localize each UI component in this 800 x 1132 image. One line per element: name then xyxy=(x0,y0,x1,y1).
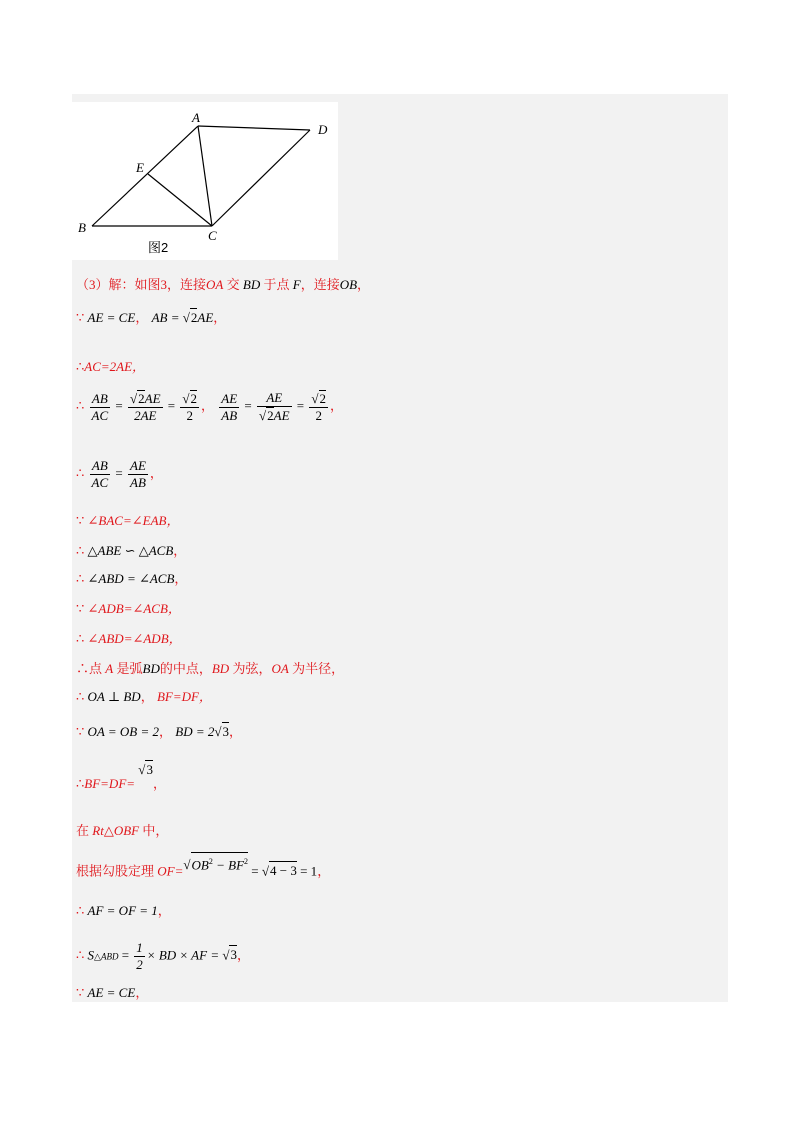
l7-text: ∠ABD = ∠ACB xyxy=(87,571,175,586)
label-a: A xyxy=(192,110,200,125)
therefore-symbol: ∴ xyxy=(76,543,85,558)
l15-sqrt: 4 − 3 xyxy=(270,863,297,879)
solution-line-10 xyxy=(76,630,182,648)
therefore-symbol: ∴ xyxy=(76,903,85,918)
segment-ba xyxy=(92,126,198,226)
therefore-symbol: ∴ xyxy=(76,631,85,646)
l11-a: OA ⊥ BD xyxy=(87,689,141,704)
label-b: B xyxy=(78,220,86,235)
l1-end: ， xyxy=(357,277,371,292)
l12-a: OA = OB = 2 xyxy=(87,724,159,739)
therefore-symbol: ∴ xyxy=(76,776,85,791)
therefore-symbol: ∴ xyxy=(76,689,85,704)
l2-sqrt2: 2 xyxy=(190,310,198,325)
l1-lianjie: ，连接 xyxy=(300,277,340,292)
l14-rt-obf: Rt△OBF xyxy=(92,823,140,838)
solution-line-5: ∴ $\frac{AB}{AC}$ = $\frac{AE}{AB}$ ， xyxy=(76,458,163,490)
geometry-figure xyxy=(72,102,338,260)
therefore-symbol: ∴ xyxy=(76,571,85,586)
l3-text: AC=2AE， xyxy=(84,359,146,374)
l2-ae-ce: AE = CE xyxy=(87,310,136,325)
solution-line-4: ∴ $\frac{AB}{AC}$ = $\frac{√2AE}{2AE}$ = $\frac{√2}{2}$ ， $\frac{AE}{AB}$ = $\frac{AE}{√2AE}$ = $\frac{√2}{2}$ ， xyxy=(76,390,344,423)
solution-line-6 xyxy=(76,512,179,530)
solution-line-2: ∵ AE = CE， AB = √2AE， xyxy=(76,310,227,325)
l12-sqrt3: 3 xyxy=(222,724,230,739)
because-symbol: ∵ xyxy=(76,724,85,739)
because-symbol: ∵ xyxy=(76,513,85,528)
label-d: D xyxy=(318,122,328,137)
because-symbol: ∵ xyxy=(76,601,85,616)
l6-text: △ABE ∽ △ACB xyxy=(87,543,174,558)
segment-ec xyxy=(148,174,212,226)
figure-caption: 图2 xyxy=(148,240,169,255)
solution-line-17: ∴ AF = OF = 1， xyxy=(76,903,171,918)
therefore-symbol: ∴ xyxy=(76,465,85,481)
l8-text: ∠ADB=∠ACB， xyxy=(87,601,181,616)
frac-ae-r2ae: $\frac{AE}{√2AE}$ xyxy=(259,390,290,423)
l12-b: BD = 2 xyxy=(175,724,215,739)
segment-dc xyxy=(212,130,310,226)
solution-line-8: ∴ ∠ABD = ∠ACB， xyxy=(76,571,188,586)
solution-line-15: 在 Rt△OBF 中， xyxy=(76,823,169,838)
frac-ab-ac: $\frac{AB}{AC}$ xyxy=(91,390,109,423)
frac-ae-ab: $\frac{AE}{AB}$ xyxy=(221,390,238,423)
because-symbol: ∵ xyxy=(76,985,85,1000)
l13-a: BF=DF= xyxy=(84,776,136,791)
solution-line-9 xyxy=(76,600,181,618)
l1-bd: BD xyxy=(242,277,261,292)
l1-f: F xyxy=(292,277,301,292)
l2-ae: AE xyxy=(197,310,214,325)
segment-ac xyxy=(198,126,212,226)
solution-line-13: ∵ OA = OB = 2， BD = 2√3， xyxy=(76,724,243,739)
solution-line-16: 根据勾股定理 $OF=√OB^2 - BF^2 = √4 - 3 = 1$， xyxy=(76,858,330,880)
l2-ab: AB = xyxy=(151,310,183,325)
frac-half: $\frac{1}{2}$ xyxy=(136,940,143,972)
l1-oa: OA xyxy=(206,277,224,292)
label-c: C xyxy=(208,228,217,243)
solution-line-3 xyxy=(76,358,145,376)
frac-r2-2b: $\frac{√2}{2}$ xyxy=(311,391,327,423)
label-e: E xyxy=(136,160,144,175)
solution-line-11: ∴点 A 是弧BD的中点，BD 为弦，OA 为半径， xyxy=(76,661,345,676)
l1-jiao: 交 xyxy=(223,277,243,292)
frac-r2-2: $\frac{√2}{2}$ xyxy=(182,391,198,423)
l1-yudian: 于点 xyxy=(260,277,293,292)
therefore-symbol: ∴ xyxy=(76,359,85,374)
solution-line-7: ∴ △ABE ∽ △ACB， xyxy=(76,543,187,558)
frac-ae-ab-2: $\frac{AE}{AB}$ xyxy=(130,458,146,490)
l11-b: BF=DF， xyxy=(156,689,212,704)
l1-ob: OB xyxy=(339,277,358,292)
segment-ad xyxy=(198,126,310,130)
l13-sqrt3: 3 xyxy=(146,762,153,777)
solution-line-12: ∴ OA ⊥ BD， BF=DF， xyxy=(76,689,212,704)
l2-comma-end: ， xyxy=(213,310,227,325)
solution-line-18: ∴ S△ABD = $\frac{1}{2}$ × BD × AF = √3， xyxy=(76,940,250,972)
solution-line-19: ∵ AE = CE， xyxy=(76,985,149,1000)
l16-text: AF = OF = 1 xyxy=(87,903,158,918)
therefore-symbol: ∴ xyxy=(76,397,85,413)
l1-text: （3）解：如图3，连接 xyxy=(76,277,207,292)
content-panel xyxy=(72,94,728,1002)
l5-text: ∠BAC=∠EAB， xyxy=(87,513,180,528)
frac-ab-ac-2: $\frac{AB}{AC}$ xyxy=(91,458,109,490)
frac-r2ae-2ae: $\frac{√2AE}{2AE}$ xyxy=(130,391,161,423)
l2-comma: ， xyxy=(135,310,149,325)
because-symbol: ∵ xyxy=(76,310,85,325)
solution-line-14: ∴BF=DF= √3， xyxy=(76,762,166,791)
figure-diagram xyxy=(72,102,338,260)
solution-line-1 xyxy=(76,276,370,294)
therefore-symbol: ∴ xyxy=(76,947,85,963)
therefore-symbol: ∴ xyxy=(76,661,90,676)
l9-text: ∠ABD=∠ADB， xyxy=(87,631,182,646)
l18-text: AE = CE xyxy=(87,985,136,1000)
